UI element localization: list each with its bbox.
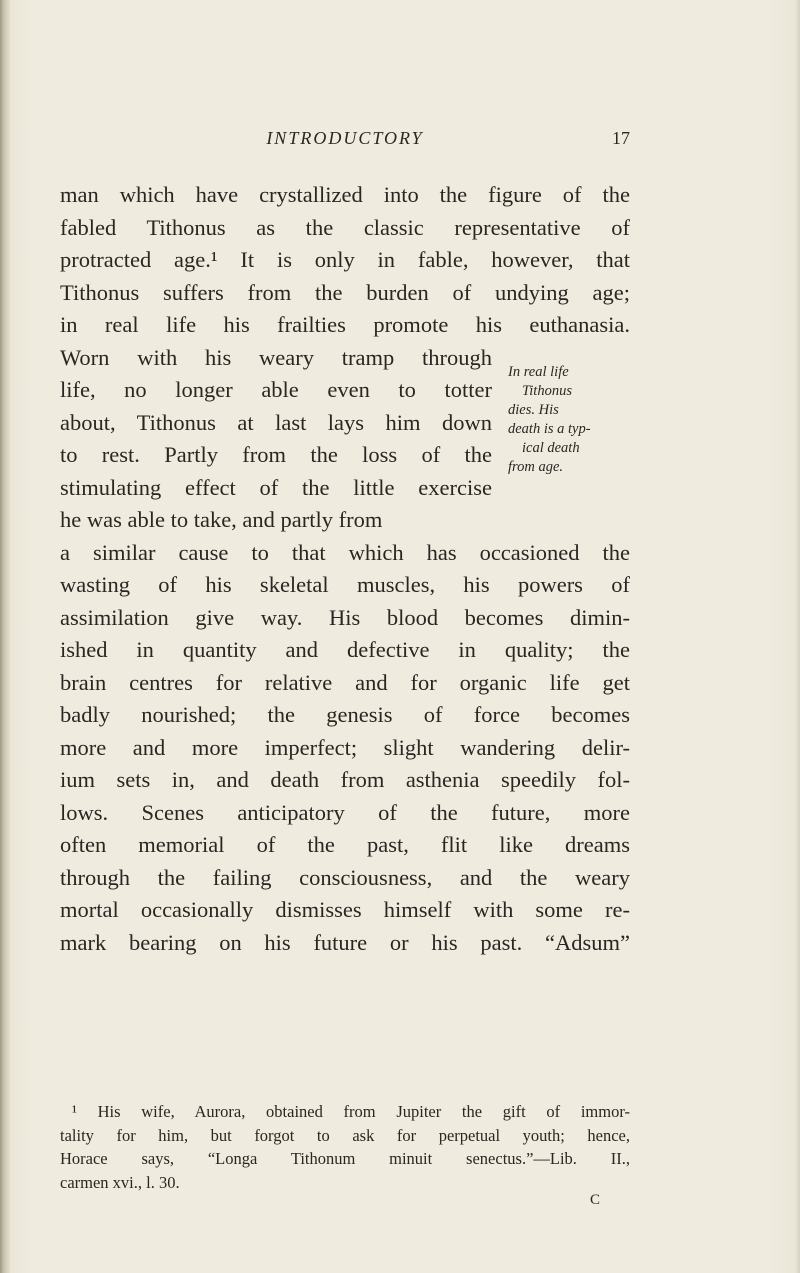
body-line: in real life his frailties promote his euthanasia. [60,312,630,337]
body-line: more and more imperfect; slight wandering delir- [60,734,630,760]
footnote-line: tality for him, but forgot to ask for perpetual youth; hence, [60,1125,630,1145]
footnote [60,1100,630,1194]
body-line: wasting of his skeletal muscles, his powers of [60,572,630,597]
body-line: Worn with his weary tramp through [60,344,492,370]
margin-note-line: from age. [508,459,564,475]
binding-edge [0,0,10,1273]
body-line: through the failing consciousness, and the weary [60,864,630,890]
body-line: assimilation give way. His blood becomes dimin- [60,604,630,630]
page-edge [794,0,800,1273]
body-text [60,179,630,959]
body-line: stimulating effect of the little exercise [60,474,492,500]
running-head: INTRODUCTORY [266,128,424,148]
body-line: ished in quantity and defective in quality; the [60,637,630,662]
body-line: Tithonus suffers from the burden of undying age; [60,279,630,305]
margin-note [508,363,628,477]
margin-note-line: ical death [522,440,580,456]
body-line: often memorial of the past, flit like dreams [60,832,630,857]
body-line: mortal occasionally dismisses himself with some re- [60,897,630,922]
body-line: to rest. Partly from the loss of the [60,442,492,467]
page-header [60,128,630,158]
margin-note-line: death is a typ- [508,421,591,437]
footnote-line: Horace says, “Longa Tithonum minuit senectus.”—Lib. II., [60,1149,630,1168]
signature-mark: C [590,1192,601,1208]
body-line: badly nourished; the genesis of force becomes [60,702,630,727]
margin-note-line: Tithonus [522,383,572,399]
body-line: a similar cause to that which has occasioned the [60,539,630,565]
body-line: mark bearing on his future or his past. “Adsum” [60,929,630,955]
body-line: about, Tithonus at last lays him down [60,409,492,435]
body-line: fabled Tithonus as the classic representative of [60,214,630,240]
body-line: ium sets in, and death from asthenia speedily fol- [60,767,630,792]
page-number: 17 [612,128,630,148]
body-line: he was able to take, and partly from [60,507,383,532]
body-line: lows. Scenes anticipatory of the future, more [60,799,630,825]
footnote-line: carmen xvi., l. 30. [60,1172,180,1192]
margin-note-line: In real life [508,364,569,380]
body-line: brain centres for relative and for organic life get [60,669,630,695]
body-line: protracted age.¹ It is only in fable, however, that [60,247,630,272]
margin-note-line: dies. His [508,402,559,418]
footnote-line: ¹ His wife, Aurora, obtained from Jupiter the gift of immor- [72,1102,630,1121]
body-line: life, no longer able even to totter [60,377,492,402]
body-line: man which have crystallized into the figure of the [60,182,630,207]
